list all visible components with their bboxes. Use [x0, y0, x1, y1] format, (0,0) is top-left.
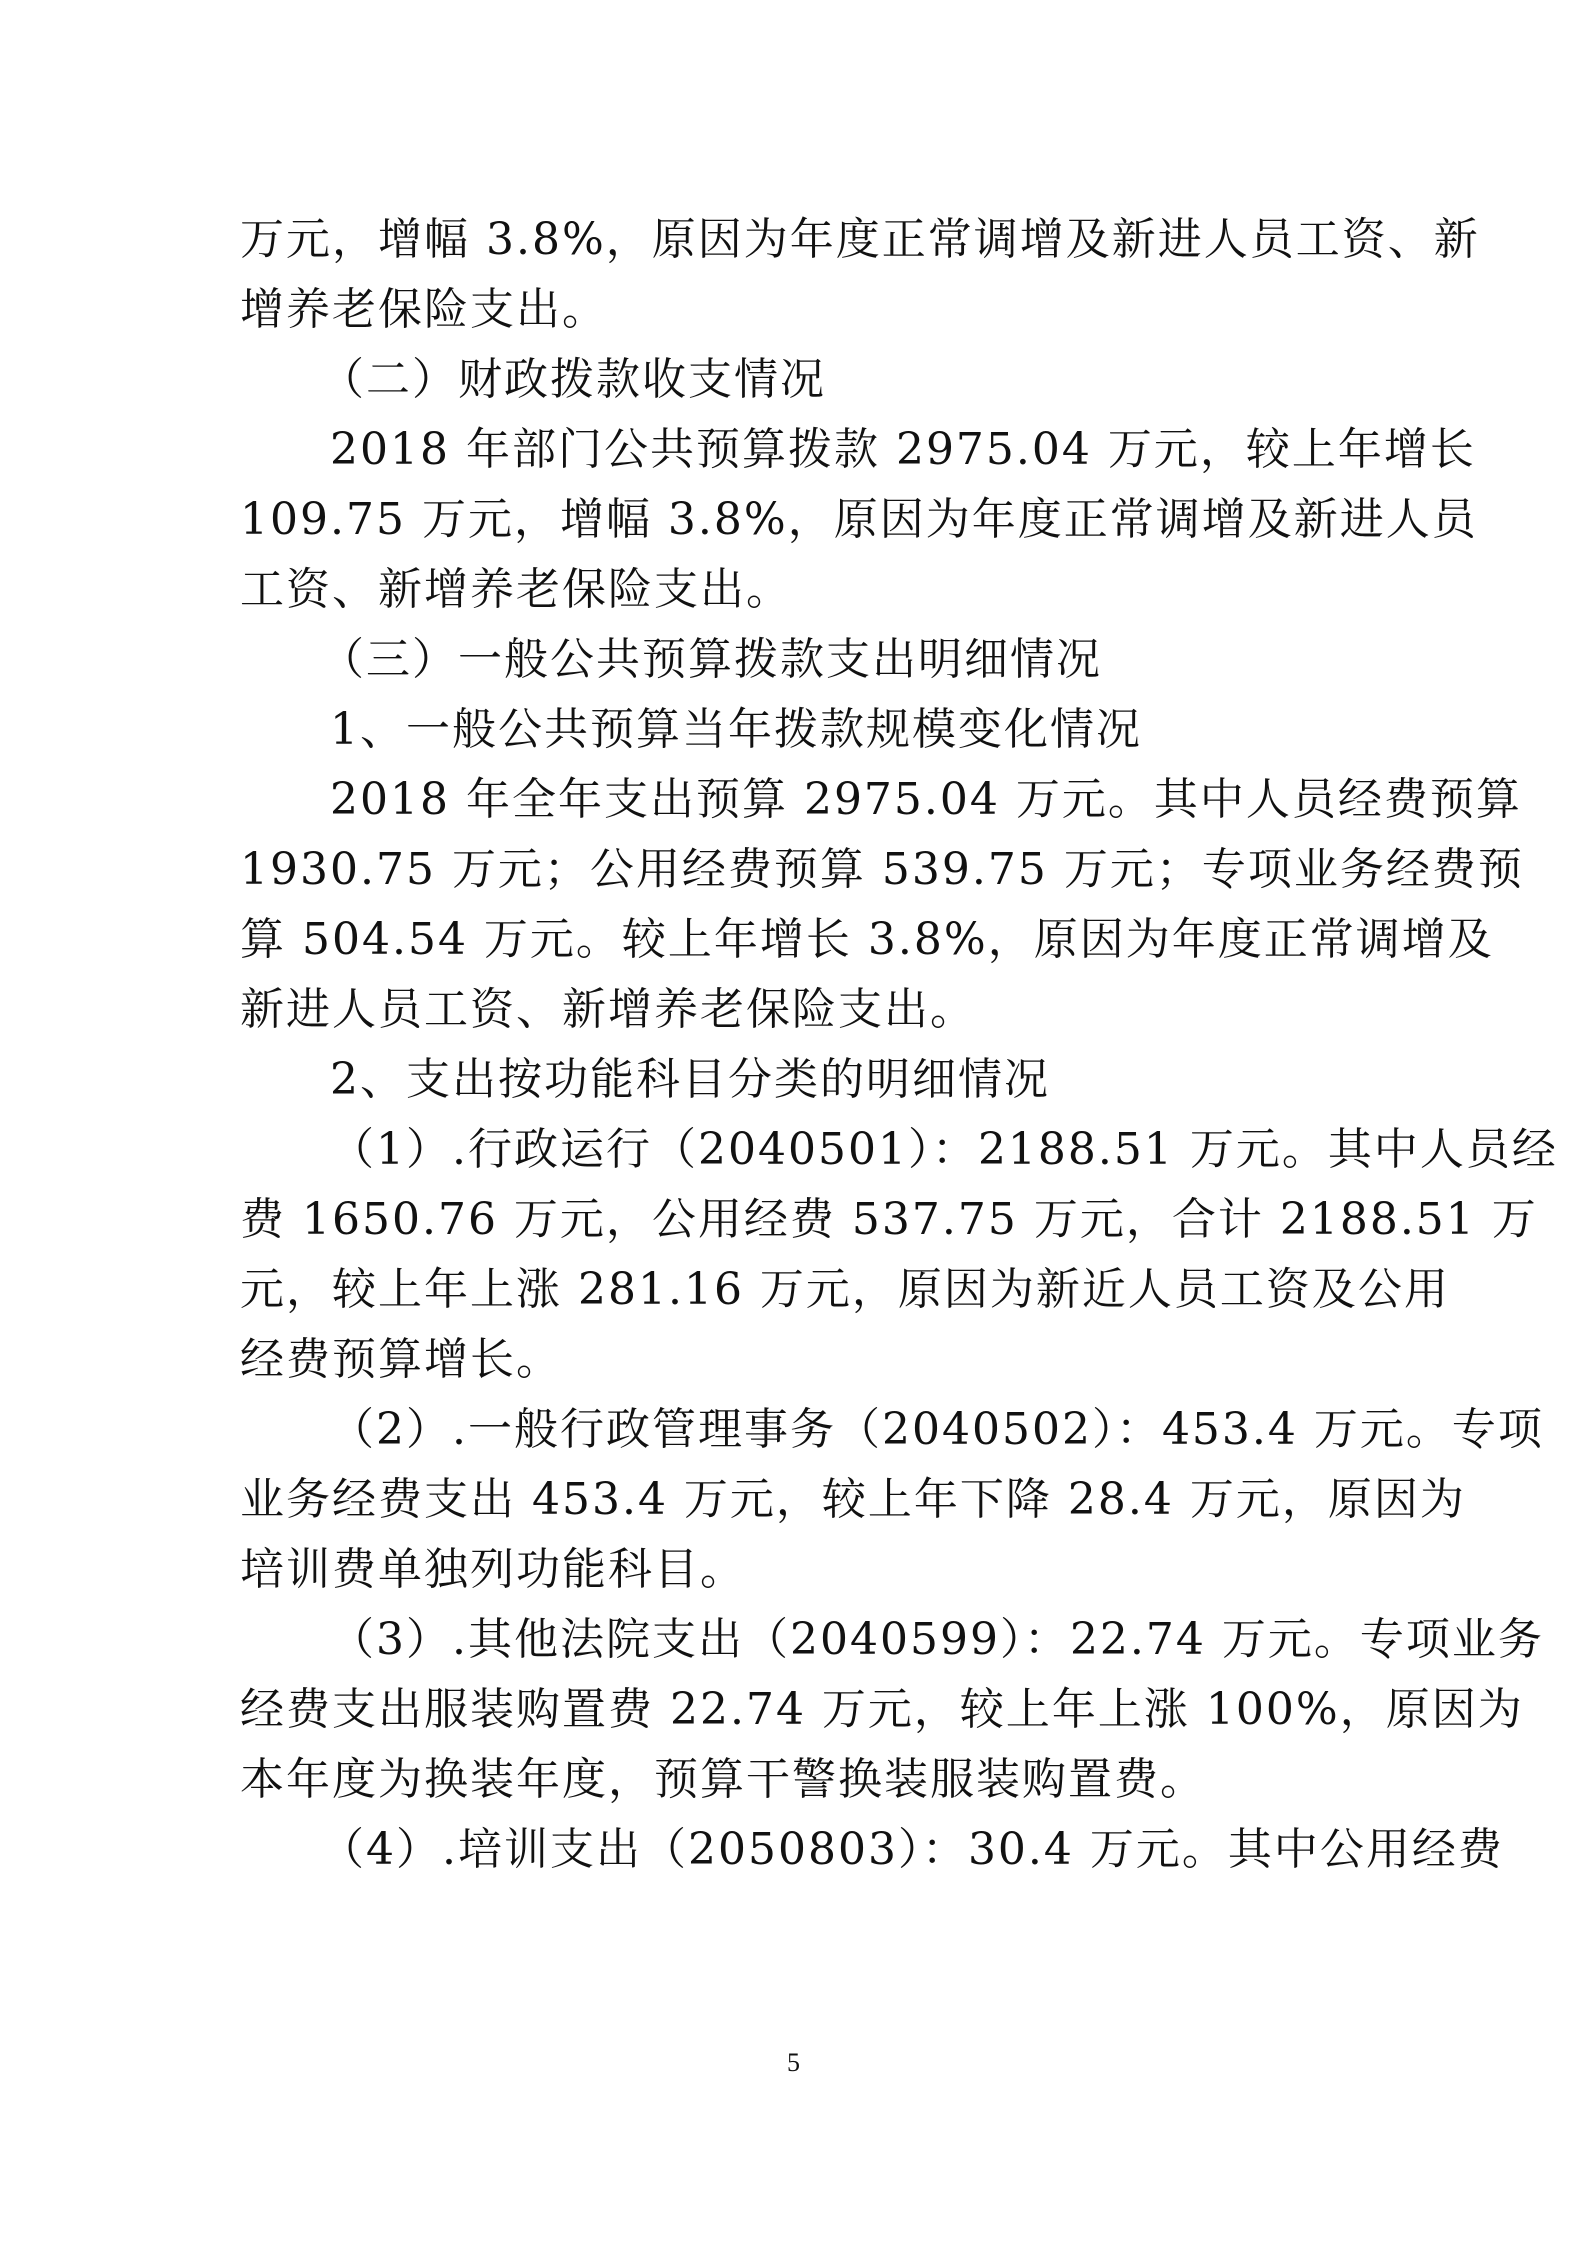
text-line: 本年度为换装年度，预算干警换装服装购置费。	[240, 1754, 1206, 1805]
text-line: 培训费单独列功能科目。	[240, 1544, 746, 1595]
page-number: 5	[787, 2048, 800, 2077]
text-line: 费 1650.76 万元，公用经费 537.75 万元，合计 2188.51 万	[240, 1194, 1538, 1245]
text-line: 新进人员工资、新增养老保险支出。	[240, 984, 976, 1035]
text-line: （3）.其他法院支出（2040599）：22.74 万元。专项业务	[330, 1614, 1544, 1665]
text-line: （4）.培训支出（2050803）：30.4 万元。其中公用经费	[320, 1824, 1504, 1875]
text-line: 2018 年全年支出预算 2975.04 万元。其中人员经费预算	[330, 774, 1522, 825]
section-heading: （三）一般公共预算拨款支出明细情况	[320, 634, 1102, 685]
text-line: 算 504.54 万元。较上年增长 3.8%，原因为年度正常调增及	[240, 914, 1494, 965]
text-line: （1）.行政运行（2040501）：2188.51 万元。其中人员经	[330, 1124, 1558, 1175]
text-line: 经费预算增长。	[240, 1334, 562, 1385]
text-line: 工资、新增养老保险支出。	[240, 564, 792, 615]
text-line: 109.75 万元，增幅 3.8%，原因为年度正常调增及新进人员	[240, 494, 1478, 545]
text-line: 2018 年部门公共预算拨款 2975.04 万元，较上年增长	[330, 424, 1476, 475]
text-line: 业务经费支出 453.4 万元，较上年下降 28.4 万元，原因为	[240, 1474, 1466, 1525]
subsection-heading: 2、支出按功能科目分类的明细情况	[330, 1054, 1050, 1105]
text-line: （2）.一般行政管理事务（2040502）：453.4 万元。专项	[330, 1404, 1544, 1455]
subsection-heading: 1、一般公共预算当年拨款规模变化情况	[330, 704, 1142, 755]
text-line: 万元，增幅 3.8%，原因为年度正常调增及新进人员工资、新	[240, 214, 1480, 265]
text-line: 增养老保险支出。	[240, 284, 608, 335]
text-line: 1930.75 万元；公用经费预算 539.75 万元；专项业务经费预	[240, 844, 1524, 895]
text-line: 元，较上年上涨 281.16 万元，原因为新近人员工资及公用	[240, 1264, 1450, 1315]
section-heading: （二）财政拨款收支情况	[320, 354, 826, 405]
text-line: 经费支出服装购置费 22.74 万元，较上年上涨 100%，原因为	[240, 1684, 1524, 1735]
